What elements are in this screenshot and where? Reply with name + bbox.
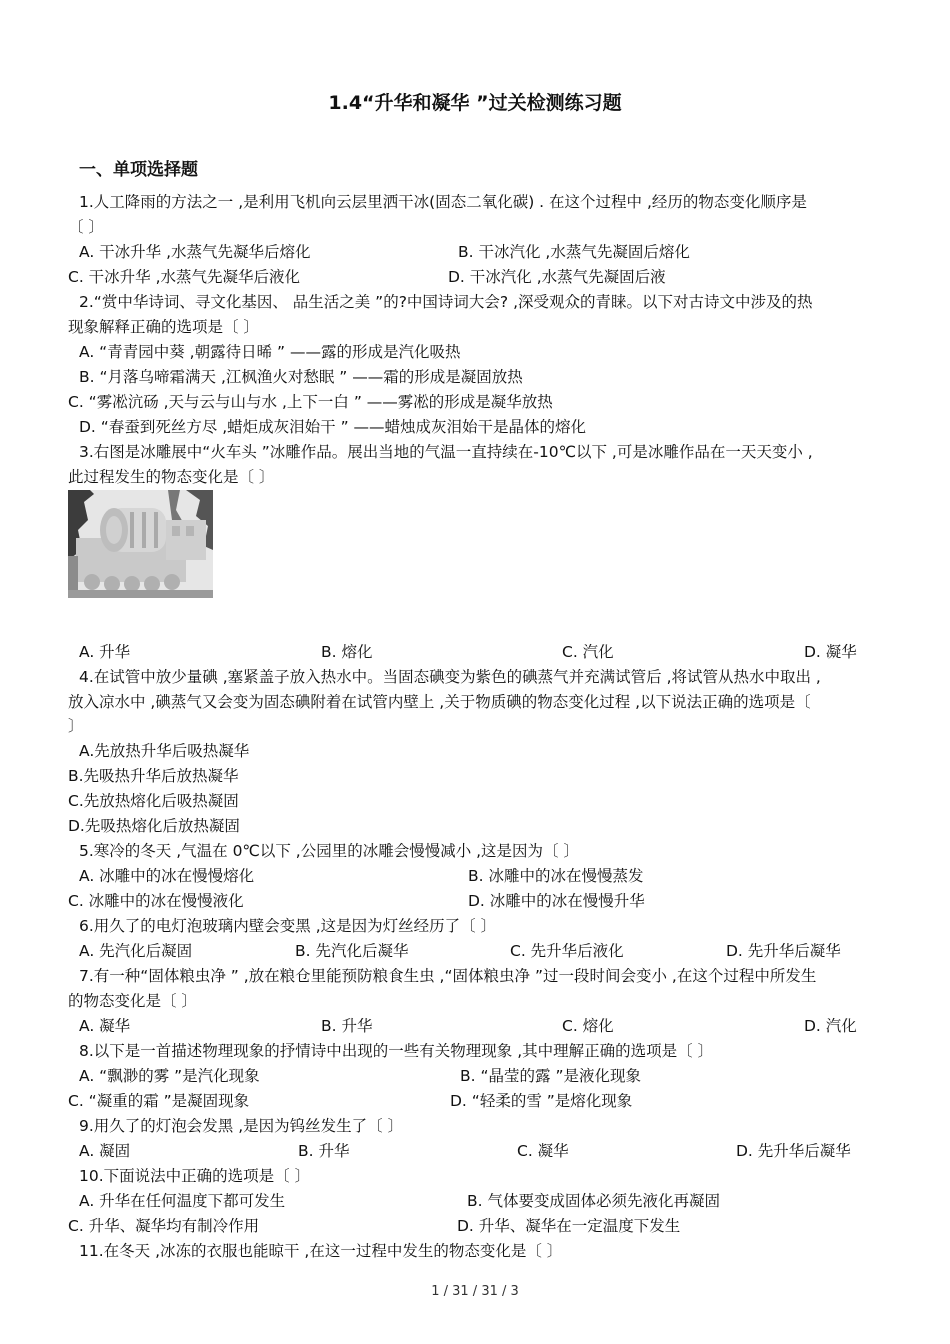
ice-sculpture-photo — [68, 490, 213, 598]
q8-option-a: A. “飘渺的雾 ”是汽化现象 — [79, 1067, 260, 1085]
q9-option-b: B. 升华 — [298, 1142, 350, 1160]
q8-stem: 8.以下是一首描述物理现象的抒情诗中出现的一些有关物理现象 ,其中理解正确的选项是〔 〕 — [79, 1042, 714, 1060]
q6-option-b: B. 先汽化后凝华 — [295, 942, 409, 960]
q5-option-a: A. 冰雕中的冰在慢慢熔化 — [79, 867, 255, 885]
q2-option-a: A. “青青园中葵 ,朝露待日晞 ” ——露的形成是汽化吸热 — [79, 343, 461, 361]
q1-option-c: C. 干冰升华 ,水蒸气先凝华后液化 — [68, 268, 301, 286]
ice-sculpture-image — [68, 490, 213, 598]
q2-stem-line1: 2.“赏中华诗词、寻文化基因、 品生活之美 ”的?中国诗词大会? ,深受观众的青睐。以下对古诗文中涉及的热 — [79, 293, 813, 311]
q9-option-c: C. 凝华 — [517, 1142, 569, 1160]
q9-option-d: D. 先升华后凝华 — [736, 1142, 851, 1160]
q7-stem-line2: 的物态变化是〔 〕 — [68, 992, 197, 1010]
q4-option-d: D.先吸热熔化后放热凝固 — [68, 817, 240, 835]
q3-option-c: C. 汽化 — [562, 643, 614, 661]
q6-option-d: D. 先升华后凝华 — [726, 942, 841, 960]
page-number: 1 / 31 / 31 / 3 — [431, 1284, 519, 1299]
q3-option-b: B. 熔化 — [321, 643, 373, 661]
q10-option-c: C. 升华、凝华均有制冷作用 — [68, 1217, 260, 1235]
q10-option-b: B. 气体要变成固体必须先液化再凝固 — [467, 1192, 720, 1210]
q1-stem-line1: 1.人工降雨的方法之一 ,是利用飞机向云层里洒干冰(固态二氧化碳) . 在这个过程中 ,经历的物态变化顺序是 — [79, 193, 807, 211]
q2-stem-line2: 现象解释正确的选项是〔 〕 — [68, 318, 259, 336]
q5-stem: 5.寒冷的冬天 ,气温在 0℃以下 ,公园里的冰雕会慢慢减小 ,这是因为〔 〕 — [79, 842, 579, 860]
q2-option-b: B. “月落乌啼霜满天 ,江枫渔火对愁眠 ” ——霜的形成是凝固放热 — [79, 368, 523, 386]
q7-option-c: C. 熔化 — [562, 1017, 614, 1035]
q4-stem-line1: 4.在试管中放少量碘 ,塞紧盖子放入热水中。当固态碘变为紫色的碘蒸气并充满试管后 ,将试管从热水中取出 , — [79, 668, 821, 686]
q4-stem-line3: 〕 — [68, 717, 84, 735]
q5-option-c: C. 冰雕中的冰在慢慢液化 — [68, 892, 244, 910]
q9-option-a: A. 凝固 — [79, 1142, 131, 1160]
q11-stem: 11.在冬天 ,冰冻的衣服也能晾干 ,在这一过程中发生的物态变化是〔 〕 — [79, 1242, 563, 1260]
q10-stem: 10.下面说法中正确的选项是〔 〕 — [79, 1167, 311, 1185]
q1-option-b: B. 干冰汽化 ,水蒸气先凝固后熔化 — [458, 243, 690, 261]
q6-option-c: C. 先升华后液化 — [510, 942, 624, 960]
q3-option-a: A. 升华 — [79, 643, 131, 661]
q6-stem: 6.用久了的电灯泡玻璃内壁会变黑 ,这是因为灯丝经历了〔 〕 — [79, 917, 497, 935]
q2-option-d: D. “春蚕到死丝方尽 ,蜡炬成灰泪始干 ” ——蜡烛成灰泪始干是晶体的熔化 — [79, 418, 587, 436]
q1-stem-line2: 〔 〕 — [68, 218, 104, 236]
q3-option-d: D. 凝华 — [804, 643, 857, 661]
q4-option-c: C.先放热熔化后吸热凝固 — [68, 792, 239, 810]
q7-option-b: B. 升华 — [321, 1017, 373, 1035]
q3-stem-line1: 3.右图是冰雕展中“火车头 ”冰雕作品。展出当地的气温一直持续在-10℃以下 ,可是冰雕作品在一天天变小 , — [79, 443, 813, 461]
q2-option-c: C. “雾凇沆砀 ,天与云与山与水 ,上下一白 ” ——雾凇的形成是凝华放热 — [68, 393, 553, 411]
q8-option-c: C. “凝重的霜 ”是凝固现象 — [68, 1092, 250, 1110]
q1-option-a: A. 干冰升华 ,水蒸气先凝华后熔化 — [79, 243, 311, 261]
q9-stem: 9.用久了的灯泡会发黑 ,是因为钨丝发生了〔 〕 — [79, 1117, 404, 1135]
q7-stem-line1: 7.有一种“固体粮虫净 ” ,放在粮仓里能预防粮食生虫 ,“固体粮虫净 ”过一段时间会变小 ,在这个过程中所发生 — [79, 967, 817, 985]
q4-option-a: A.先放热升华后吸热凝华 — [79, 742, 250, 760]
q3-stem-line2: 此过程发生的物态变化是〔 〕 — [68, 468, 275, 486]
q4-stem-line2: 放入凉水中 ,碘蒸气又会变为固态碘附着在试管内壁上 ,关于物质碘的物态变化过程 ,以下说法正确的选项是〔 — [68, 693, 811, 711]
q4-option-b: B.先吸热升华后放热凝华 — [68, 767, 239, 785]
page-title: 1.4“升华和凝华 ”过关检测练习题 — [328, 92, 622, 114]
q1-option-d: D. 干冰汽化 ,水蒸气先凝固后液 — [448, 268, 666, 286]
q7-option-d: D. 汽化 — [804, 1017, 857, 1035]
section-heading: 一、单项选择题 — [79, 160, 198, 180]
q8-option-b: B. “晶莹的露 ”是液化现象 — [460, 1067, 641, 1085]
q6-option-a: A. 先汽化后凝固 — [79, 942, 193, 960]
q7-option-a: A. 凝华 — [79, 1017, 131, 1035]
q10-option-d: D. 升华、凝华在一定温度下发生 — [457, 1217, 681, 1235]
q5-option-d: D. 冰雕中的冰在慢慢升华 — [468, 892, 645, 910]
q10-option-a: A. 升华在任何温度下都可发生 — [79, 1192, 286, 1210]
q5-option-b: B. 冰雕中的冰在慢慢蒸发 — [468, 867, 644, 885]
q8-option-d: D. “轻柔的雪 ”是熔化现象 — [450, 1092, 633, 1110]
